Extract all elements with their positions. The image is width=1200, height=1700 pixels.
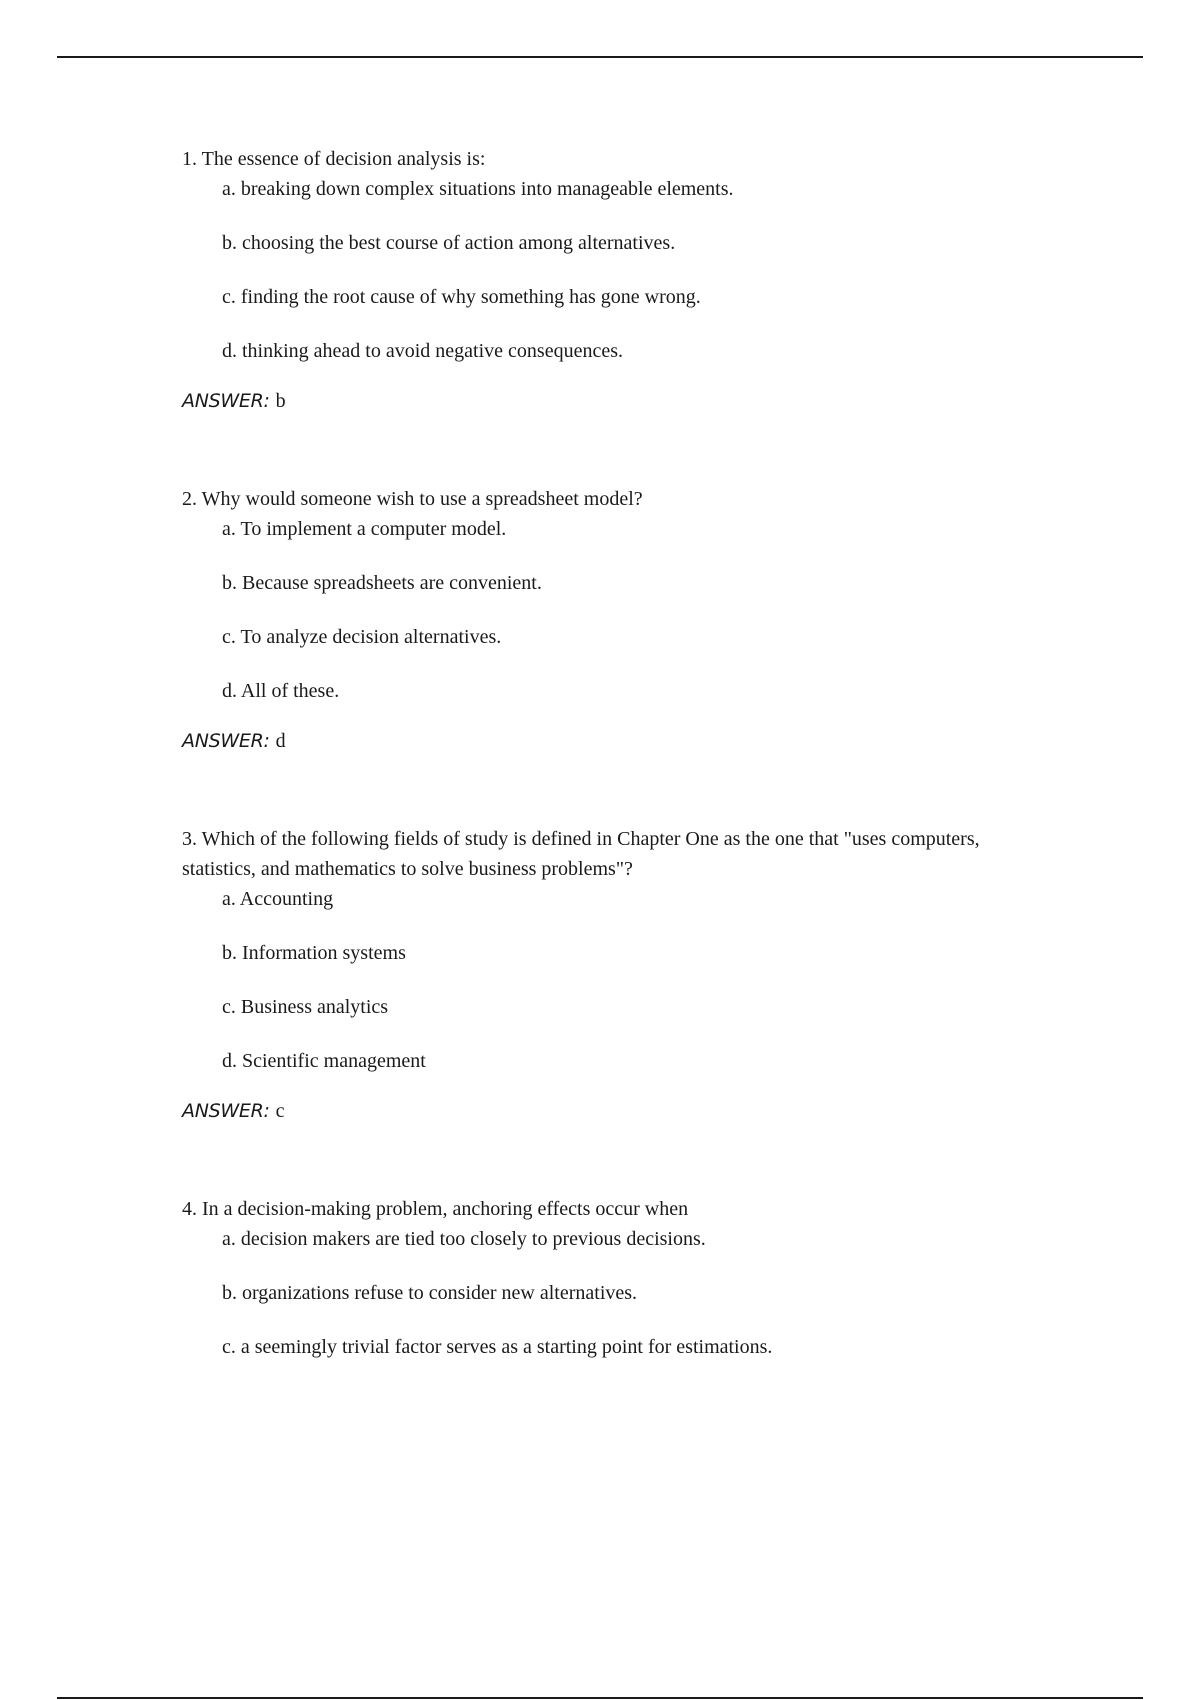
option-d: d. thinking ahead to avoid negative consequences. bbox=[222, 340, 623, 362]
question-1 bbox=[182, 144, 1002, 416]
option-b: b. Information systems bbox=[222, 942, 406, 964]
option-c: c. To analyze decision alternatives. bbox=[222, 626, 502, 648]
option-a: a. decision makers are tied too closely to previous decisions. bbox=[222, 1228, 706, 1250]
answer-value: b bbox=[275, 390, 286, 412]
answer-value: d bbox=[275, 730, 286, 752]
answer-label: ANSWER: bbox=[182, 390, 270, 412]
option-c: c. finding the root cause of why something has gone wrong. bbox=[222, 286, 701, 308]
option-list bbox=[182, 884, 1002, 1076]
option-a: a. To implement a computer model. bbox=[222, 518, 507, 540]
question-3 bbox=[182, 824, 1002, 1126]
answer-line bbox=[182, 726, 1002, 756]
question-stem: 1. The essence of decision analysis is: bbox=[182, 148, 486, 170]
answer-label: ANSWER: bbox=[182, 1100, 270, 1122]
question-4 bbox=[182, 1194, 1002, 1362]
question-stem: 4. In a decision-making problem, anchoring effects occur when bbox=[182, 1198, 689, 1220]
option-c: c. Business analytics bbox=[222, 996, 389, 1018]
answer-line bbox=[182, 1096, 1002, 1126]
option-d: d. All of these. bbox=[222, 680, 340, 702]
option-b: b. organizations refuse to consider new alternatives. bbox=[222, 1282, 638, 1304]
option-a: a. breaking down complex situations into manageable elements. bbox=[222, 178, 734, 200]
quiz-content bbox=[182, 144, 1002, 1430]
option-b: b. choosing the best course of action among alternatives. bbox=[222, 232, 676, 254]
option-list bbox=[182, 1224, 1002, 1362]
option-a: a. Accounting bbox=[222, 888, 334, 910]
answer-label: ANSWER: bbox=[182, 730, 270, 752]
question-2 bbox=[182, 484, 1002, 756]
answer-line bbox=[182, 386, 1002, 416]
option-list bbox=[182, 514, 1002, 706]
question-stem: 3. Which of the following fields of study is defined in Chapter One as the one that "uses computers, statistics, and mathematics to solve business problems"? bbox=[182, 828, 980, 880]
answer-value: c bbox=[275, 1100, 285, 1122]
option-c: c. a seemingly trivial factor serves as a starting point for estimations. bbox=[222, 1336, 773, 1358]
page-bottom-rule bbox=[57, 1697, 1143, 1699]
option-b: b. Because spreadsheets are convenient. bbox=[222, 572, 542, 594]
option-list bbox=[182, 174, 1002, 366]
page-top-rule bbox=[57, 56, 1143, 58]
question-stem: 2. Why would someone wish to use a spreadsheet model? bbox=[182, 488, 643, 510]
option-d: d. Scientific management bbox=[222, 1050, 426, 1072]
